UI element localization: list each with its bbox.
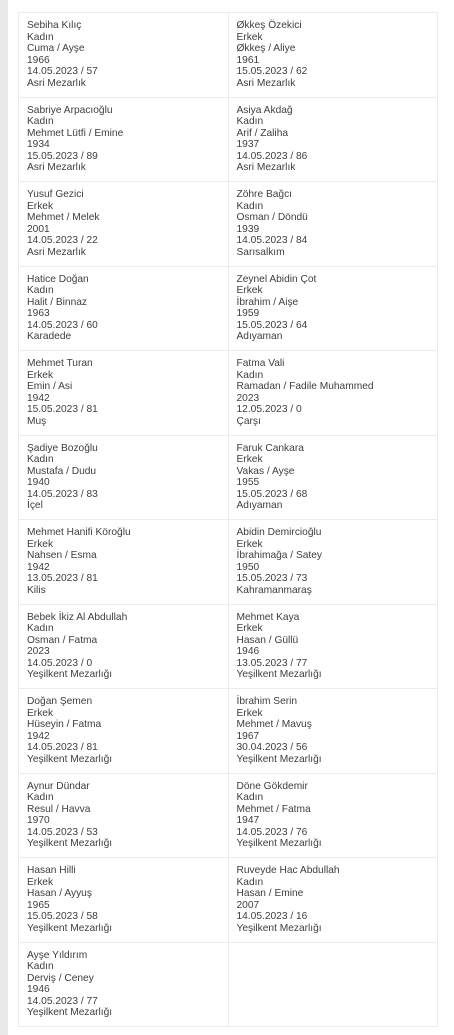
record-birth-year: 1970	[27, 815, 50, 827]
record-gender: Kadın	[236, 369, 264, 381]
table-row	[19, 689, 438, 774]
record-date-age: 14.05.2023 / 22	[27, 235, 98, 247]
record-gender: Kadın	[236, 116, 264, 128]
record-birth-year: 1946	[27, 984, 50, 996]
record-parents: Mustafa / Dudu	[27, 465, 97, 477]
record-name: Ayşe Yıldırım	[27, 949, 88, 961]
record-cemetery: Asri Mezarlık	[27, 162, 86, 174]
record-date-age: 12.05.2023 / 0	[236, 404, 302, 416]
record-cell	[19, 97, 229, 182]
table-row	[19, 435, 438, 520]
record-cemetery: Asri Mezarlık	[236, 162, 296, 174]
record-cell	[19, 182, 229, 267]
record-entry	[237, 189, 438, 259]
record-date-age: 14.05.2023 / 77	[27, 995, 98, 1007]
record-cell	[228, 435, 438, 520]
record-date-age: 14.05.2023 / 0	[27, 657, 93, 669]
record-birth-year: 2023	[27, 646, 50, 658]
record-cell	[228, 266, 438, 351]
record-entry	[237, 696, 438, 766]
record-birth-year: 1939	[236, 223, 260, 235]
record-date-age: 14.05.2023 / 53	[27, 826, 98, 838]
record-gender: Kadın	[27, 961, 54, 973]
table-row	[19, 520, 438, 605]
record-date-age: 14.05.2023 / 16	[236, 911, 308, 923]
record-cemetery: Yeşilkent Mezarlığı	[27, 753, 113, 765]
record-birth-year: 1955	[236, 477, 260, 489]
record-name: Faruk Cankara	[236, 442, 304, 454]
left-scroll-gutter	[0, 0, 8, 1035]
record-name: Zöhre Bağcı	[236, 189, 292, 200]
record-birth-year: 1942	[27, 730, 50, 742]
record-cell	[228, 604, 438, 689]
record-gender: Kadın	[27, 792, 54, 804]
table-row	[19, 97, 438, 182]
record-date-age: 15.05.2023 / 64	[236, 319, 308, 331]
record-birth-year: 1947	[236, 815, 260, 827]
record-parents: Halit / Binnaz	[27, 296, 88, 308]
record-cemetery: Karadede	[27, 331, 72, 343]
record-parents: Mehmet / Mavuş	[236, 719, 312, 731]
table-row	[19, 604, 438, 689]
record-cemetery: Asri Mezarlık	[236, 77, 296, 89]
record-cell	[19, 858, 229, 943]
record-cemetery: Çarşı	[236, 415, 261, 427]
record-gender: Kadın	[27, 623, 54, 635]
record-entry	[237, 358, 438, 428]
record-name: Bebek İkiz Al Abdullah	[27, 611, 128, 623]
record-cell	[228, 351, 438, 436]
record-gender: Erkek	[27, 369, 54, 381]
record-gender: Erkek	[27, 538, 54, 550]
record-parents: Resul / Havva	[27, 803, 91, 815]
record-gender: Erkek	[236, 31, 263, 43]
record-cemetery: Yeşilkent Mezarlığı	[236, 922, 322, 934]
record-birth-year: 1965	[27, 899, 50, 911]
record-parents: Arif / Zaliha	[236, 127, 289, 139]
record-parents: Mehmet Lütfi / Emine	[27, 127, 124, 139]
record-date-age: 30.04.2023 / 56	[236, 742, 308, 754]
record-date-age: 13.05.2023 / 77	[236, 657, 308, 669]
record-cemetery: Yeşilkent Mezarlığı	[236, 838, 322, 850]
record-name: Zeynel Abidin Çot	[236, 273, 317, 285]
record-date-age: 15.05.2023 / 62	[236, 66, 308, 78]
record-cell	[19, 773, 229, 858]
record-gender: Erkek	[27, 707, 54, 719]
record-parents: Økkeş / Aliye	[236, 43, 296, 55]
record-gender: Erkek	[27, 876, 54, 888]
record-name: Ruveyde Hac Abdullah	[236, 865, 340, 876]
record-birth-year: 1963	[27, 308, 50, 320]
record-cemetery: Kahramanmaraş	[236, 584, 312, 596]
record-entry	[27, 443, 228, 513]
record-entry	[237, 274, 438, 344]
table-row	[19, 858, 438, 943]
record-entry	[27, 527, 228, 597]
record-birth-year: 1937	[236, 139, 260, 151]
record-birth-year: 1950	[236, 561, 260, 573]
empty-cell	[228, 942, 438, 1027]
record-parents: Derviş / Ceney	[27, 972, 94, 984]
record-gender: Kadın	[27, 116, 54, 128]
record-name: Mehmet Kaya	[236, 611, 300, 623]
record-parents: Emin / Asi	[27, 381, 73, 393]
record-entry	[27, 105, 228, 175]
record-gender: Erkek	[236, 538, 263, 550]
record-parents: Vakas / Ayşe	[236, 465, 295, 477]
record-entry	[27, 20, 228, 90]
record-parents: Cuma / Ayşe	[27, 43, 85, 55]
record-parents: Hasan / Emine	[236, 888, 304, 900]
record-cell	[19, 520, 229, 605]
record-date-age: 14.05.2023 / 60	[27, 319, 98, 331]
record-cemetery: Adıyaman	[236, 331, 283, 343]
record-entry	[27, 274, 228, 344]
record-name: Asiya Akdağ	[236, 104, 293, 116]
record-date-age: 14.05.2023 / 84	[236, 235, 308, 247]
record-cell	[19, 266, 229, 351]
record-entry	[27, 696, 228, 766]
record-cemetery: Muş	[27, 415, 47, 427]
record-cemetery: Yeşilkent Mezarlığı	[27, 1007, 113, 1019]
record-name: Yusuf Gezici	[27, 189, 84, 200]
record-parents: İbrahimağa / Satey	[236, 550, 323, 562]
record-date-age: 13.05.2023 / 81	[27, 573, 98, 585]
record-parents: Hasan / Güllü	[236, 634, 299, 646]
record-birth-year: 1946	[236, 646, 260, 658]
record-cell	[19, 942, 229, 1027]
record-birth-year: 2007	[236, 899, 260, 911]
record-cell	[19, 604, 229, 689]
record-name: Mehmet Turan	[27, 358, 93, 369]
table-row	[19, 266, 438, 351]
record-date-age: 14.05.2023 / 57	[27, 66, 98, 78]
record-entry	[237, 527, 438, 597]
record-entry	[237, 612, 438, 682]
record-gender: Erkek	[236, 623, 263, 635]
record-cemetery: Asri Mezarlık	[27, 246, 86, 258]
record-birth-year: 1966	[27, 54, 50, 66]
record-entry	[27, 189, 228, 259]
table-row	[19, 773, 438, 858]
record-name: İbrahim Serin	[236, 696, 298, 707]
record-cell	[228, 13, 438, 98]
record-cell	[228, 97, 438, 182]
record-cell	[228, 689, 438, 774]
record-birth-year: 2001	[27, 223, 50, 235]
table-row	[19, 351, 438, 436]
record-cell	[19, 435, 229, 520]
record-gender: Erkek	[236, 285, 263, 297]
record-name: Fatma Vali	[236, 358, 285, 369]
record-date-age: 15.05.2023 / 81	[27, 404, 98, 416]
record-birth-year: 1961	[236, 54, 260, 66]
record-cemetery: Yeşilkent Mezarlığı	[27, 838, 113, 850]
table-row	[19, 942, 438, 1027]
record-cell	[228, 773, 438, 858]
record-birth-year: 1934	[27, 139, 50, 151]
record-gender: Erkek	[27, 200, 54, 212]
record-cemetery: Yeşilkent Mezarlığı	[236, 753, 322, 765]
record-entry	[237, 105, 438, 175]
record-cemetery: Yeşilkent Mezarlığı	[27, 669, 113, 681]
record-gender: Erkek	[236, 707, 263, 719]
record-date-age: 15.05.2023 / 73	[236, 573, 308, 585]
record-gender: Erkek	[236, 454, 263, 466]
record-cell	[228, 182, 438, 267]
record-birth-year: 2023	[236, 392, 260, 404]
record-entry	[237, 20, 438, 90]
record-gender: Kadın	[27, 454, 54, 466]
record-entry	[237, 865, 438, 935]
record-cemetery: Asri Mezarlık	[27, 77, 86, 89]
record-cell	[228, 520, 438, 605]
record-cemetery: Yeşilkent Mezarlığı	[27, 922, 113, 934]
records-grid	[18, 12, 438, 1027]
record-name: Döne Gökdemir	[236, 780, 308, 792]
record-name: Şadiye Bozoğlu	[27, 442, 98, 454]
record-name: Hatice Doğan	[27, 273, 89, 285]
record-parents: Hüseyin / Fatma	[27, 719, 102, 731]
record-date-age: 14.05.2023 / 86	[236, 150, 308, 162]
record-entry	[27, 612, 228, 682]
record-entry	[27, 865, 228, 935]
record-name: Aynur Dündar	[27, 780, 90, 792]
record-cemetery: Adıyaman	[236, 500, 283, 512]
record-gender: Kadın	[27, 285, 54, 297]
record-parents: Osman / Fatma	[27, 634, 98, 646]
record-parents: Ramadan / Fadile Muhammed	[236, 381, 374, 393]
record-date-age: 14.05.2023 / 81	[27, 742, 98, 754]
record-birth-year: 1942	[27, 392, 50, 404]
record-date-age: 14.05.2023 / 83	[27, 488, 98, 500]
record-name: Sabriye Arpacıoğlu	[27, 104, 113, 116]
record-parents: Mehmet / Fatma	[236, 803, 311, 815]
record-gender: Kadın	[27, 31, 54, 43]
record-cell	[19, 13, 229, 98]
record-date-age: 14.05.2023 / 76	[236, 826, 308, 838]
record-date-age: 15.05.2023 / 89	[27, 150, 98, 162]
record-parents: Nahsen / Esma	[27, 550, 97, 562]
record-cemetery: Yeşilkent Mezarlığı	[236, 669, 322, 681]
record-name: Doğan Şemen	[27, 696, 93, 707]
record-entry	[27, 781, 228, 851]
record-birth-year: 1940	[27, 477, 50, 489]
record-cell	[228, 858, 438, 943]
table-row	[19, 13, 438, 98]
record-date-age: 15.05.2023 / 68	[236, 488, 308, 500]
record-entry	[27, 358, 228, 428]
record-cell	[19, 351, 229, 436]
record-gender: Kadın	[236, 876, 264, 888]
record-name: Abidin Demircioğlu	[236, 527, 322, 538]
record-gender: Kadın	[236, 200, 264, 212]
record-date-age: 15.05.2023 / 58	[27, 911, 98, 923]
record-name: Mehmet Hanifi Köroğlu	[27, 527, 131, 538]
table-row	[19, 182, 438, 267]
record-parents: Osman / Döndü	[236, 212, 308, 224]
record-name: Hasan Hilli	[27, 865, 76, 876]
record-parents: Hasan / Ayyuş	[27, 888, 92, 900]
record-cemetery: Kilis	[27, 584, 46, 596]
record-entry	[237, 443, 438, 513]
record-birth-year: 1967	[236, 730, 260, 742]
record-cell	[19, 689, 229, 774]
record-birth-year: 1959	[236, 308, 260, 320]
record-parents: Mehmet / Melek	[27, 212, 100, 224]
record-name: Økkeş Özekici	[236, 20, 302, 31]
record-cemetery: İçel	[27, 500, 43, 512]
record-birth-year: 1942	[27, 561, 50, 573]
record-parents: İbrahim / Aişe	[236, 296, 299, 308]
record-cemetery: Sarısalkım	[236, 246, 285, 258]
record-entry	[237, 781, 438, 851]
record-gender: Kadın	[236, 792, 264, 804]
record-entry	[27, 950, 228, 1020]
record-name: Sebiha Kılıç	[27, 20, 82, 31]
